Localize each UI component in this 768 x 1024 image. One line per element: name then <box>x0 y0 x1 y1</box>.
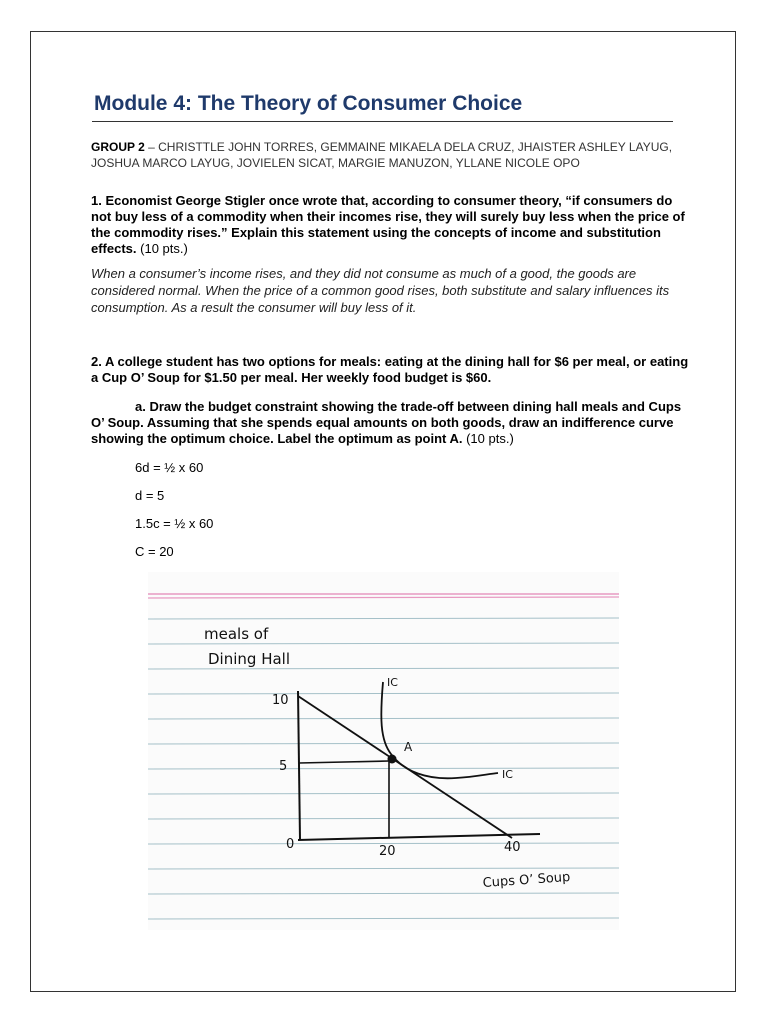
curve-label-top: IC <box>387 676 398 689</box>
group-members <box>91 139 681 171</box>
title-underline <box>92 121 673 122</box>
curve-label-right: IC <box>502 768 513 781</box>
group-label: GROUP 2 <box>91 140 145 154</box>
handwritten-graph <box>148 572 619 930</box>
ruled-line <box>148 643 619 644</box>
question-2a-text: a. Draw the budget constraint showing the trade-off between dining hall meals and Cups O’ Soup. Assuming that she spends equal amounts on both goods, draw an indifference curve showing the optimum choice. Label the optimum as point A. <box>91 399 682 446</box>
ruled-line <box>148 618 619 619</box>
graph-canvas <box>148 572 619 930</box>
ruled-line <box>148 743 619 744</box>
equation-2: d = 5 <box>135 488 165 503</box>
ruled-line <box>148 668 619 669</box>
y-axis-label-line2: Dining Hall <box>208 650 290 668</box>
question-2a <box>91 399 691 447</box>
question-1-text: 1. Economist George Stigler once wrote that, according to consumer theory, “if consumers do not buy less of a commodity when their incomes rise, they will surely buy less when the price of the commodity rises.” Explain this statement using the concepts of income and substitution effects. <box>91 193 685 256</box>
origin-label: 0 <box>286 837 295 852</box>
question-1-points: (10 pts.) <box>136 241 188 256</box>
question-2a-points: (10 pts.) <box>462 431 514 446</box>
x-axis-label: Cups O’ Soup <box>482 869 571 891</box>
equation-1: 6d = ½ x 60 <box>135 460 204 475</box>
group-member-list: – CHRISTTLE JOHN TORRES, GEMMAINE MIKAELA DELA CRUZ, JHAISTER ASHLEY LAYUG, JOSHUA MARCO LAYUG, JOVIELEN SICAT, MARGIE MANUZON, YLLANE NICOLE OPO <box>91 140 673 170</box>
ruled-line <box>148 693 619 694</box>
question-1 <box>91 193 691 257</box>
guide-horizontal <box>299 761 389 763</box>
document-title: Module 4: The Theory of Consumer Choice <box>94 92 523 115</box>
y-axis-label-line1: meals of <box>204 625 269 643</box>
y-tick-10: 10 <box>272 693 289 708</box>
equation-3: 1.5c = ½ x 60 <box>135 516 214 531</box>
question-2: 2. A college student has two options for meals: eating at the dining hall for $6 per meal, or eating a Cup O’ Soup for $1.50 per meal. Her weekly food budget is $60. <box>91 354 689 385</box>
point-a-label: A <box>404 740 413 754</box>
ruled-line <box>148 718 619 719</box>
optimum-point-a <box>388 755 397 764</box>
ruled-line <box>148 918 619 919</box>
ruled-line <box>148 793 619 794</box>
ruled-line <box>148 818 619 819</box>
margin-line-2 <box>148 597 619 598</box>
y-tick-5: 5 <box>279 759 288 774</box>
ruled-line <box>148 893 619 894</box>
y-axis <box>298 691 300 840</box>
x-tick-20: 20 <box>379 844 396 859</box>
ruled-line <box>148 868 619 869</box>
equation-4: C = 20 <box>135 544 174 559</box>
ruled-line <box>148 768 619 769</box>
x-tick-40: 40 <box>504 840 521 855</box>
question-1-answer: When a consumer’s income rises, and they did not consume as much of a good, the goods are considered normal. When the price of a common good rises, both substitute and salary influences its consumption. As a result the consumer will buy less of it. <box>91 266 670 315</box>
